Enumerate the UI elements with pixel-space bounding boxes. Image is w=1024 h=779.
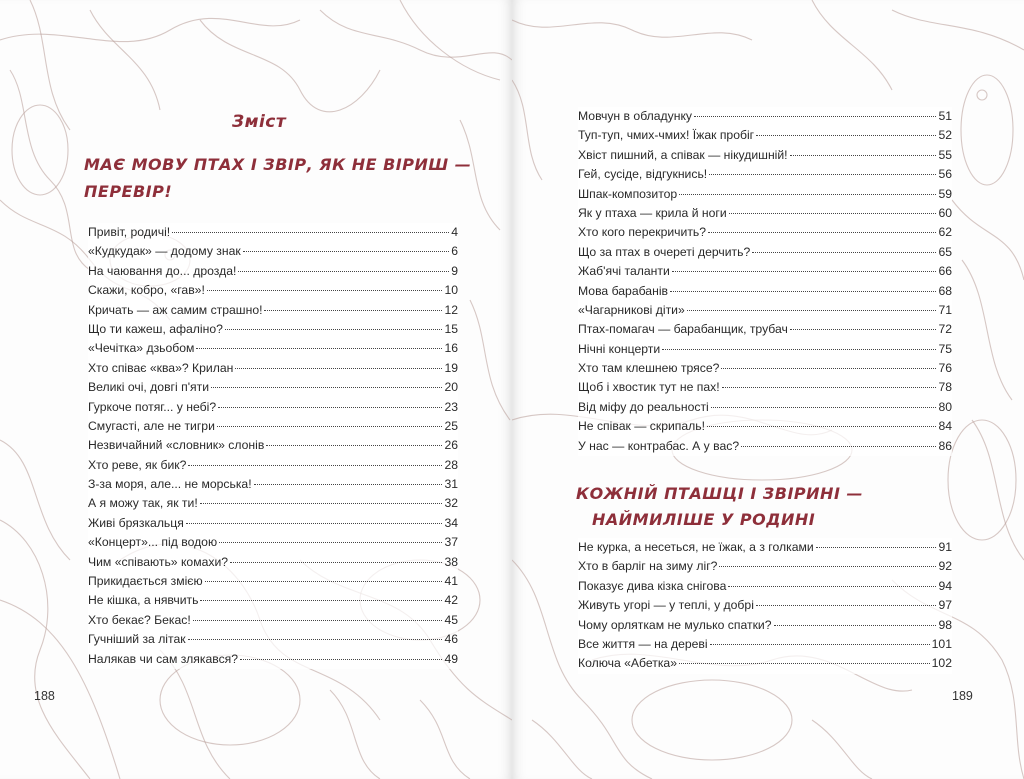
dot-leader [200, 503, 443, 504]
dot-leader [240, 659, 442, 660]
toc-entry-title: Прикидається змією [88, 574, 203, 589]
toc-entry-page: 52 [938, 128, 952, 143]
toc-entry-page: 6 [451, 244, 458, 259]
toc-entry [578, 538, 952, 557]
toc-entry-title: Від міфу до реальності [578, 399, 709, 414]
dot-leader [219, 542, 442, 543]
section-heading-line1: МАЄ МОВУ ПТАХ І ЗВІР, ЯК НЕ ВІРИШ — [84, 155, 472, 174]
toc-entry [578, 301, 952, 320]
toc-entry-page: 76 [938, 361, 952, 376]
dot-leader [707, 426, 936, 427]
section2-heading-line2: НАЙМИЛІШЕ У РОДИНІ [592, 510, 816, 529]
dot-leader [741, 446, 936, 447]
dot-leader [710, 644, 930, 645]
toc-entry-title: Хто реве, як бик? [88, 457, 187, 472]
dot-leader [200, 600, 442, 601]
toc-entry [88, 650, 458, 669]
toc-entry [88, 572, 458, 591]
toc-entry-title: На чаювання до... дрозда! [88, 263, 237, 278]
dot-leader [756, 135, 936, 136]
toc-entry-title: Гучніший за літак [88, 632, 186, 647]
toc-entry [88, 242, 458, 261]
toc-entry-title: Налякав чи сам злякався? [88, 651, 239, 666]
dot-leader [790, 155, 937, 156]
toc-entry-title: Хто співає «ква»? Крилан [88, 360, 234, 375]
toc-entry-page: 56 [938, 167, 952, 182]
toc-entry-title: Не співак — скрипаль! [578, 419, 706, 434]
dot-leader [662, 349, 936, 350]
dot-leader [790, 329, 937, 330]
dot-leader [193, 620, 443, 621]
toc-entry [578, 616, 952, 635]
dot-leader [719, 566, 936, 567]
dot-leader [225, 329, 443, 330]
toc-entry-page: 65 [938, 244, 952, 259]
dot-leader [756, 605, 937, 606]
toc-entry-page: 97 [938, 598, 952, 613]
toc-entry-page: 68 [938, 283, 952, 298]
toc-entry-page: 26 [444, 438, 458, 453]
toc-entry-page: 32 [444, 496, 458, 511]
toc-entry [578, 378, 952, 397]
toc-entry-page: 41 [444, 574, 458, 589]
toc-entry [578, 340, 952, 359]
dot-leader [816, 547, 937, 548]
toc-entry [578, 437, 952, 456]
toc-entry [578, 204, 952, 223]
toc-entry-title: Жаб'ячі таланти [578, 264, 670, 279]
toc-entry-title: Хто в барліг на зиму ліг? [578, 559, 718, 574]
toc-entry-page: 37 [444, 535, 458, 550]
dot-leader [188, 639, 443, 640]
dot-leader [218, 407, 442, 408]
page-number-left: 188 [34, 689, 55, 703]
toc-entry [88, 417, 458, 436]
toc-entry-title: Скажи, кобро, «гав»! [88, 283, 205, 298]
toc-title: Зміст [232, 112, 287, 132]
dot-leader [235, 368, 442, 369]
dot-leader [188, 465, 442, 466]
toc-entry-title: «Чечітка» дзьобом [88, 341, 195, 356]
toc-entry [578, 320, 952, 339]
toc-entry [88, 339, 458, 358]
toc-entry-title: Показує дива кізка снігова [578, 578, 727, 593]
dot-leader [774, 625, 937, 626]
dot-leader [186, 523, 443, 524]
toc-entry-page: 101 [931, 636, 952, 651]
toc-entry [88, 533, 458, 552]
dot-leader [687, 310, 937, 311]
toc-list-right-section2 [578, 538, 952, 674]
dot-leader [752, 252, 936, 253]
toc-entry [578, 577, 952, 596]
toc-entry-title: Шпак-композитор [578, 186, 678, 201]
toc-entry-page: 10 [444, 283, 458, 298]
toc-entry-title: Гуркоче потяг... у небі? [88, 399, 217, 414]
toc-entry [578, 417, 952, 436]
toc-entry-page: 15 [444, 321, 458, 336]
toc-entry-page: 84 [938, 419, 952, 434]
dot-leader [728, 586, 936, 587]
toc-entry-title: Хто там клешнею трясе? [578, 361, 720, 376]
toc-entry-page: 91 [938, 540, 952, 554]
toc-entry-title: У нас — контрабас. А у вас? [578, 438, 740, 453]
toc-entry [88, 359, 458, 378]
toc-entry-page: 9 [451, 263, 458, 278]
toc-entry-title: Що за птах в очереті дерчить? [578, 244, 751, 259]
toc-entry [578, 243, 952, 262]
dot-leader [721, 368, 936, 369]
toc-entry-page: 23 [444, 399, 458, 414]
toc-entry [88, 456, 458, 475]
dot-leader [670, 291, 936, 292]
toc-entry-page: 72 [938, 322, 952, 337]
right-page [512, 0, 1024, 779]
toc-entry [578, 635, 952, 654]
dot-leader [243, 251, 449, 252]
toc-entry [88, 398, 458, 417]
page-number-right: 189 [952, 689, 973, 703]
toc-entry-page: 20 [444, 380, 458, 395]
toc-entry-title: Не курка, а несеться, не їжак, а з голками [578, 540, 814, 554]
dot-leader [709, 174, 936, 175]
toc-entry-page: 75 [938, 341, 952, 356]
toc-entry-title: Гей, сусіде, відгукнись! [578, 167, 708, 182]
toc-entry [578, 596, 952, 615]
toc-entry-title: Що ти кажеш, афаліно? [88, 321, 223, 336]
dot-leader [708, 232, 936, 233]
toc-entry-page: 94 [938, 578, 952, 593]
toc-entry-page: 19 [444, 360, 458, 375]
toc-entry-title: Все життя — на дереві [578, 636, 708, 651]
dot-leader [238, 271, 449, 272]
dot-leader [672, 271, 937, 272]
toc-entry-page: 98 [938, 617, 952, 632]
toc-entry-page: 62 [938, 225, 952, 240]
toc-entry [88, 475, 458, 494]
toc-entry [88, 301, 458, 320]
dot-leader [196, 348, 442, 349]
toc-entry-title: Нічні концерти [578, 341, 661, 356]
toc-entry-page: 38 [444, 554, 458, 569]
toc-entry-title: Колюча «Абетка» [578, 656, 677, 671]
toc-entry [88, 378, 458, 397]
dot-leader [694, 116, 936, 117]
toc-entry-title: Чому орляткам не мулько спатки? [578, 617, 772, 632]
toc-entry-title: «Чагарникові діти» [578, 302, 685, 317]
toc-entry-title: Не кішка, а нявчить [88, 593, 199, 608]
toc-entry [578, 185, 952, 204]
section2-heading-line1: КОЖНІЙ ПТАШЦІ І ЗВІРИНІ — [576, 484, 863, 503]
toc-entry-page: 102 [931, 656, 952, 671]
toc-entry-page: 71 [938, 302, 952, 317]
toc-entry-title: А я можу так, як ти! [88, 496, 198, 511]
toc-entry [578, 223, 952, 242]
dot-leader [217, 426, 443, 427]
toc-entry [88, 630, 458, 649]
toc-entry [88, 494, 458, 513]
toc-entry [88, 436, 458, 455]
toc-entry-title: Хто кого перекричить? [578, 225, 707, 240]
dot-leader [722, 387, 937, 388]
toc-list-left [88, 223, 458, 669]
toc-entry-title: Туп-туп, чмих-чмих! Їжак пробіг [578, 128, 755, 143]
toc-entry [578, 126, 952, 145]
toc-entry [88, 281, 458, 300]
dot-leader [679, 663, 930, 664]
dot-leader [211, 387, 442, 388]
dot-leader [266, 445, 442, 446]
toc-entry [578, 165, 952, 184]
toc-entry-page: 4 [451, 225, 458, 239]
toc-entry [88, 591, 458, 610]
toc-entry [578, 359, 952, 378]
dot-leader [679, 194, 936, 195]
dot-leader [264, 310, 442, 311]
dot-leader [172, 232, 449, 233]
toc-entry-title: Великі очі, довгі п'яти [88, 380, 210, 395]
toc-entry-page: 78 [938, 380, 952, 395]
dot-leader [207, 290, 443, 291]
toc-entry-title: Мова барабанів [578, 283, 668, 298]
toc-entry-title: Незвичайний «словник» слонів [88, 438, 265, 453]
dot-leader [254, 484, 443, 485]
dot-leader [711, 407, 937, 408]
toc-entry [578, 146, 952, 165]
toc-entry-title: З-за моря, але... не морська! [88, 477, 252, 492]
toc-entry-page: 92 [938, 559, 952, 574]
toc-entry-page: 66 [938, 264, 952, 279]
toc-entry [578, 262, 952, 281]
toc-entry-title: Мовчун в обладунку [578, 109, 693, 123]
toc-entry-title: Смугасті, але не тигри [88, 418, 215, 433]
toc-entry-page: 80 [938, 399, 952, 414]
toc-entry-title: Привіт, родичі! [88, 225, 171, 239]
toc-entry [578, 282, 952, 301]
dot-leader [205, 581, 443, 582]
dot-leader [230, 562, 442, 563]
toc-entry-page: 16 [444, 341, 458, 356]
dot-leader [729, 213, 937, 214]
toc-entry-title: Хто бекає? Бекас! [88, 612, 191, 627]
toc-list-right [578, 107, 952, 456]
toc-entry [88, 553, 458, 572]
toc-entry-page: 42 [444, 593, 458, 608]
toc-entry [88, 611, 458, 630]
toc-entry-page: 34 [444, 515, 458, 530]
toc-entry-title: «Концерт»... під водою [88, 535, 218, 550]
toc-entry-title: Живі брязкальця [88, 515, 184, 530]
toc-entry-title: Як у птаха — крила й ноги [578, 205, 727, 220]
toc-entry-page: 60 [938, 205, 952, 220]
toc-entry-title: Живуть угорі — у теплі, у добрі [578, 598, 754, 613]
toc-entry-page: 55 [938, 147, 952, 162]
toc-entry [578, 398, 952, 417]
toc-entry-title: Хвіст пишний, а співак — нікудишній! [578, 147, 788, 162]
toc-entry-page: 12 [444, 302, 458, 317]
toc-entry-page: 59 [938, 186, 952, 201]
toc-entry-title: «Кудкудак» — додому знак [88, 244, 241, 259]
toc-entry-page: 28 [444, 457, 458, 472]
toc-entry-title: Кричать — аж самим страшно! [88, 302, 263, 317]
toc-entry [88, 514, 458, 533]
toc-entry-page: 49 [444, 651, 458, 666]
toc-entry [88, 262, 458, 281]
toc-entry-title: Щоб і хвостик тут не пах! [578, 380, 720, 395]
toc-entry [88, 223, 458, 242]
toc-entry-page: 46 [444, 632, 458, 647]
toc-entry [578, 107, 952, 126]
toc-entry-title: Чим «співають» комахи? [88, 554, 229, 569]
toc-entry-page: 45 [444, 612, 458, 627]
toc-entry [88, 320, 458, 339]
toc-entry-title: Птах-помагач — барабанщик, трубач [578, 322, 788, 337]
section-heading-line2: ПЕРЕВІР! [84, 182, 173, 201]
toc-entry [578, 557, 952, 576]
toc-entry-page: 51 [938, 109, 952, 123]
toc-entry [578, 654, 952, 673]
toc-entry-page: 86 [938, 438, 952, 453]
toc-entry-page: 31 [444, 477, 458, 492]
toc-entry-page: 25 [444, 418, 458, 433]
